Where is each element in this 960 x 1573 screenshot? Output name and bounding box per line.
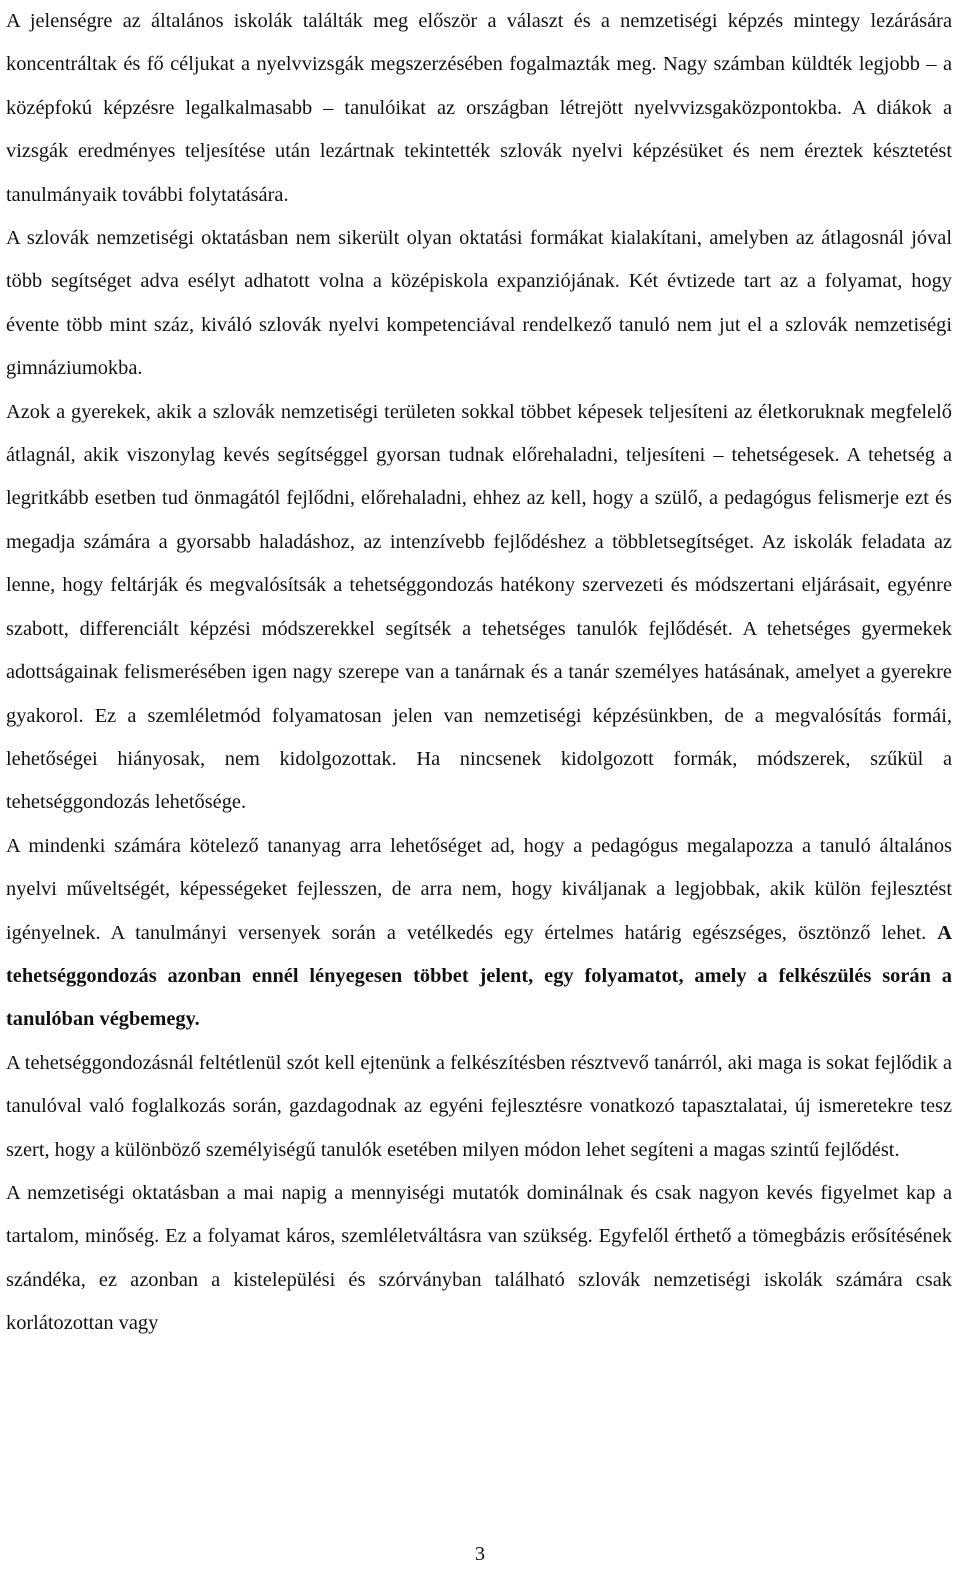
page-number: 3 [474,1543,486,1565]
paragraph-5-text: A tehetséggondozásnál feltétlenül szót kell ejtenünk a felkészítésben résztvevő tanárról, aki maga is sokat fejlődik a tanulóval való foglalkozás során, gazdagodnak az egyéni fejlesztésre vonatkozó tapasztalatai, új ismeretekre tesz szert, hogy a különböző személyiségű tanulók esetében milyen módon lehet segíteni a magas szintű fejlődést. [6,1051,952,1161]
paragraph-6-text: A nemzetiségi oktatásban a mai napig a mennyiségi mutatók dominálnak és csak nagyon kevés figyelmet kap a tartalom, minőség. Ez a folyamat káros, szemléletváltásra van szükség. Egyfelől érthető a tömegbázis erősítésének szándéka, ez azonban a kistelepülési és szórványban található szlovák nemzetiségi iskolák számára csak korlátozottan vagy [6,1181,952,1335]
paragraph-2-text: A szlovák nemzetiségi oktatásban nem sikerült olyan oktatási formákat kialakítani, amelyben az átlagosnál jóval több segítséget adva esélyt adhatott volna a középiskola expanziójának. Két évtizede tart az a folyamat, hogy évente több mint száz, kiváló szlovák nyelvi kompetenciával rendelkező tanuló nem jut el a szlovák nemzetiségi gimnáziumokba. [6,227,952,380]
paragraph-4 [6,825,952,1042]
paragraph-4-text: A mindenki számára kötelező tananyag arra lehetőséget ad, hogy a pedagógus megalapozza a tanuló általános nyelvi műveltségét, képességeket fejlesszen, de arra nem, hogy kiváljanak a legjobbak, akik külön fejlesztést igényelnek. A tanulmányi versenyek során a vetélkedés egy értelmes határig egészséges, ösztönző lehet. [6,834,952,944]
paragraph-6 [6,1172,952,1346]
paragraph-5 [6,1042,952,1172]
paragraph-3 [6,391,952,825]
paragraph-1 [6,0,952,217]
paragraph-4-bold-text: A tehetséggondozás azonban ennél lényegesen többet jelent, egy folyamatot, amely a felkészülés során a tanulóban végbemegy. [6,921,952,1031]
paragraph-1-text: A jelenségre az általános iskolák találták meg először a választ és a nemzetiségi képzés mintegy lezárására koncentráltak és fő céljukat a nyelvvizsgák megszerzésében fogalmazták meg. Nagy számban küldték legjobb – a középfokú képzésre legalkalmasabb – tanulóikat az országban létrejött nyelvvizsgaközpontokba. A diákok a vizsgák eredményes teljesítése után lezártnak tekintették szlovák nyelvi képzésüket és nem éreztek késztetést tanulmányaik további folytatására. [6,10,952,206]
paragraph-2 [6,217,952,391]
document-body [6,0,952,1346]
paragraph-3-text: Azok a gyerekek, akik a szlovák nemzetiségi területen sokkal többet képesek teljesíteni az életkoruknak megfelelő átlagnál, akik viszonylag kevés segítséggel gyorsan tudnak előrehaladni, teljesíteni – tehetségesek. A tehetség a legritkább esetben tud önmagától fejlődni, előrehaladni, ehhez az kell, hogy a szülő, a pedagógus felismerje ezt és megadja számára a gyorsabb haladáshoz, az intenzívebb fejlődéshez a többletsegítséget. Az iskolák feladata az lenne, hogy feltárják és megvalósítsák a tehetséggondozás hatékony szervezeti és módszertani eljárásait, egyénre szabott, differenciált képzési módszerekkel segítsék a tehetséges tanulók fejlődését. A tehetséges gyermekek adottságainak felismerésében igen nagy szerepe van a tanárnak és a tanár személyes hatásának, amelyet a gyerekre gyakorol. Ez a szemléletmód folyamatosan jelen van nemzetiségi képzésünkben, de a megvalósítás formái, lehetőségei hiányosak, nem kidolgozottak. Ha nincsenek kidolgozott formák, módszerek, szűkül a tehetséggondozás lehetősége. [6,400,952,814]
